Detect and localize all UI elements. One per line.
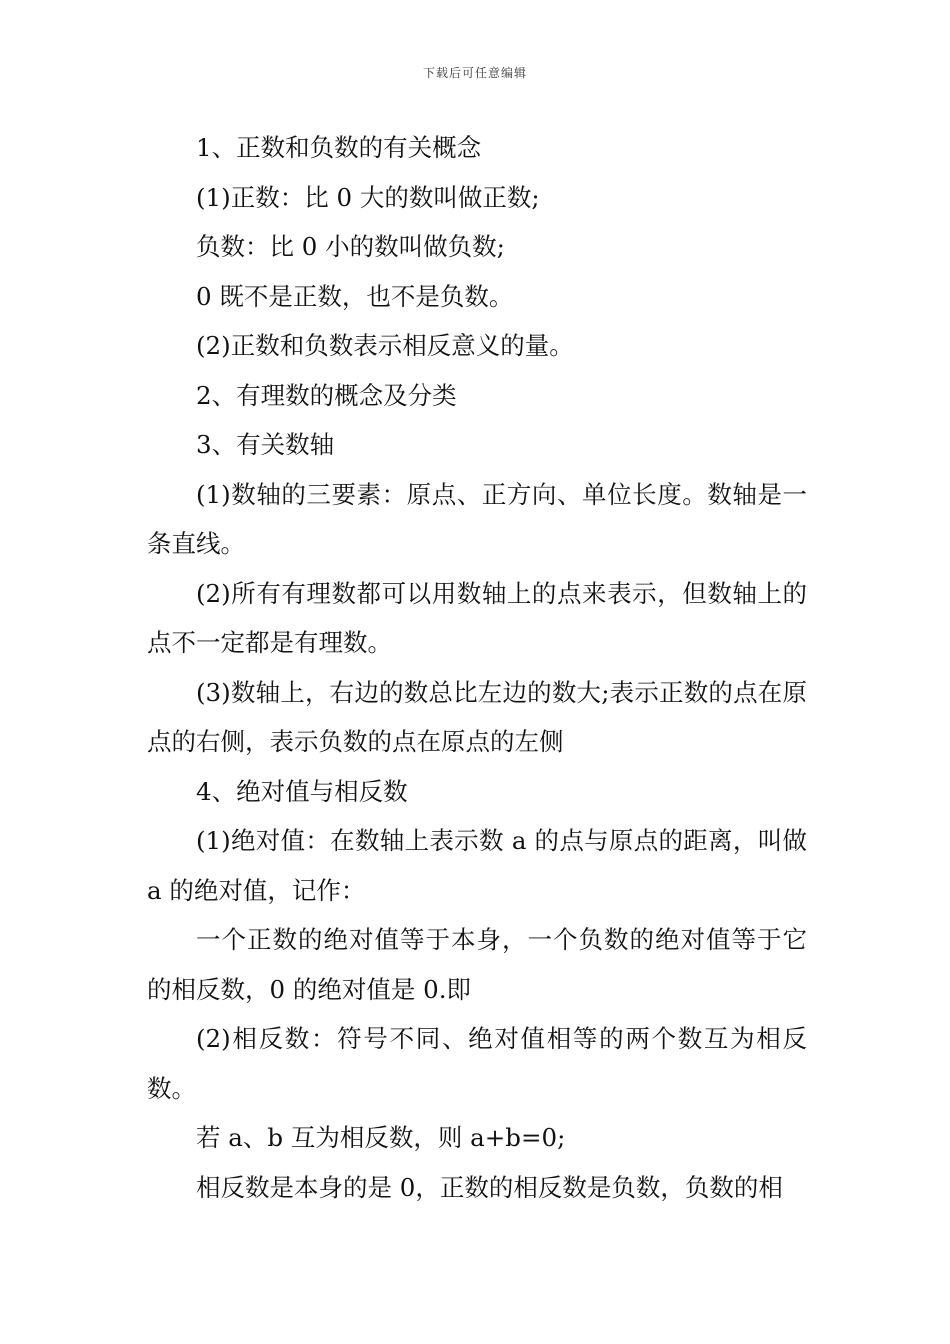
paragraph-number-line-order: (3)数轴上，右边的数总比左边的数大;表示正数的点在原点的右侧，表示负数的点在原点的左侧 — [147, 677, 807, 756]
paragraph-positive-definition: (1)正数：比 0 大的数叫做正数; — [196, 182, 540, 212]
paragraph-number-line-points: (2)所有有理数都可以用数轴上的点来表示，但数轴上的点不一定都是有理数。 — [147, 578, 807, 657]
paragraph-negative-definition: 负数：比 0 小的数叫做负数; — [196, 232, 505, 261]
paragraph-zero: 0 既不是正数，也不是负数。 — [196, 281, 514, 311]
paragraph-opposite-properties: 相反数是本身的是 0，正数的相反数是负数，负数的相 — [196, 1172, 783, 1202]
document-body — [147, 123, 807, 1212]
section-heading-number-line: 3、有关数轴 — [196, 430, 335, 459]
paragraph-number-line-elements: (1)数轴的三要素：原点、正方向、单位长度。数轴是一条直线。 — [147, 479, 807, 558]
paragraph-absolute-value-definition: (1)绝对值：在数轴上表示数 a 的点与原点的距离，叫做 a 的绝对值，记作： — [147, 826, 807, 905]
page-header: 下载后可任意编辑 — [422, 66, 527, 80]
section-heading-rational-numbers: 2、有理数的概念及分类 — [196, 380, 457, 410]
paragraph-opposite-number-definition: (2)相反数：符号不同、绝对值相等的两个数互为相反数。 — [147, 1024, 807, 1103]
paragraph-opposite-meaning: (2)正数和负数表示相反意义的量。 — [196, 331, 574, 360]
section-heading-positive-negative: 1、正数和负数的有关概念 — [196, 133, 482, 162]
paragraph-opposite-sum: 若 a、b 互为相反数，则 a+b=0; — [196, 1123, 566, 1152]
paragraph-absolute-value-rules: 一个正数的绝对值等于本身，一个负数的绝对值等于它的相反数，0 的绝对值是 0.即 — [147, 925, 807, 1004]
section-heading-absolute-value: 4、绝对值与相反数 — [196, 776, 408, 806]
